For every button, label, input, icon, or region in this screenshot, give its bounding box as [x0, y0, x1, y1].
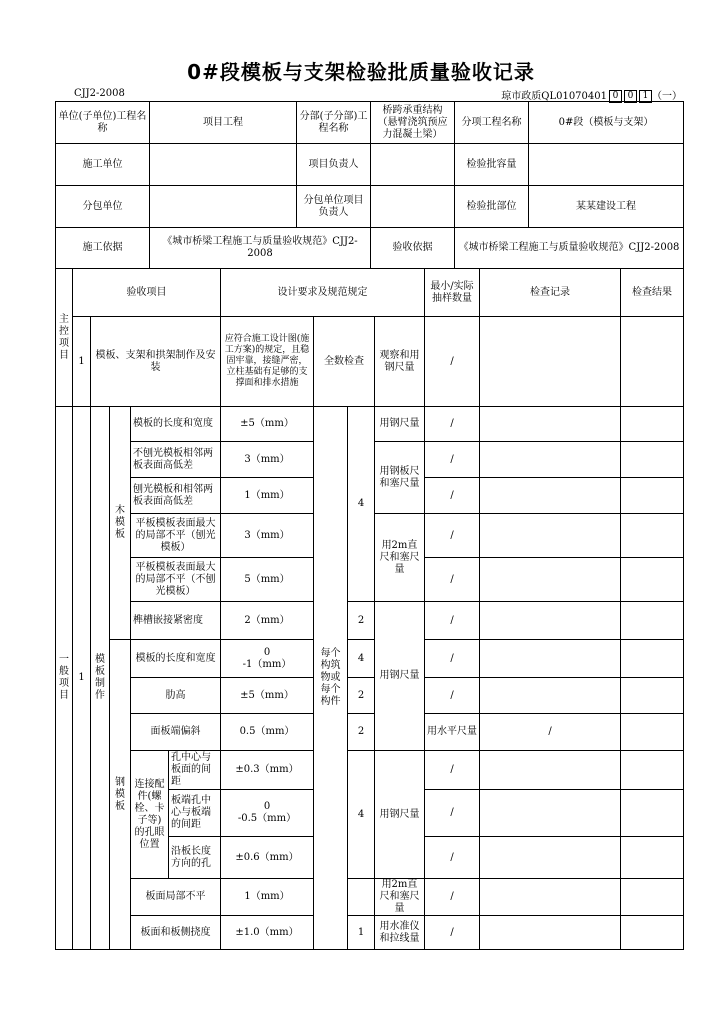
row-name: 平板模板表面最大的局部不平（不刨光模板） [131, 558, 221, 602]
row-name: 模板的长度和宽度 [131, 640, 221, 678]
row-tolerance [221, 640, 314, 678]
row-tolerance: ±1.0（mm） [221, 916, 314, 950]
main-item-name: 模板、支架和拱架制作及安装 [91, 317, 221, 407]
main-method: 观察和用钢尺量 [375, 317, 425, 407]
row-method: 用水准仪和拉线量 [375, 916, 425, 950]
main-item-no: 1 [73, 317, 91, 407]
row-sample[interactable]: / [425, 916, 480, 950]
row-tolerance: 1（mm） [221, 478, 314, 514]
row-tolerance [221, 790, 314, 837]
col-item-header: 验收项目 [73, 269, 221, 317]
col-record-header: 检查记录 [480, 269, 621, 317]
row-result[interactable] [621, 514, 684, 558]
division-label: 分部(子分部)工程名称 [297, 102, 371, 144]
row-tolerance: ±5（mm） [221, 407, 314, 442]
row-tolerance: 5（mm） [221, 558, 314, 602]
row-name: 平板模板表面最大的局部不平（刨光模板） [131, 514, 221, 558]
row-tolerance-lower: -0.5（mm） [237, 813, 297, 824]
row-result[interactable] [621, 678, 684, 714]
row-sample[interactable]: / [425, 640, 480, 678]
row-tolerance: 2（mm） [221, 602, 314, 640]
row-name: 不刨光模板相邻两板表面高低差 [131, 442, 221, 478]
row-tolerance: ±0.3（mm） [221, 751, 314, 790]
col-result-header: 检查结果 [621, 269, 684, 317]
row-result[interactable] [621, 602, 684, 640]
col-design-header: 设计要求及规范规定 [221, 269, 425, 317]
main-requirement: 应符合施工设计图(施工方案)的规定，且稳固牢靠，接缝严密，立柱基础有足够的支撑面和排水措施 [221, 317, 314, 407]
row-sample[interactable]: / [425, 879, 480, 916]
row-record[interactable] [480, 678, 621, 714]
row-tolerance: 3（mm） [221, 442, 314, 478]
wood-method-a: 用钢板尺和塞尺量 [375, 442, 425, 514]
row-result[interactable] [621, 751, 684, 790]
row-result[interactable] [621, 879, 684, 916]
unit-value[interactable]: 项目工程 [150, 102, 297, 144]
row-sample[interactable]: / [425, 602, 480, 640]
wood-formwork-label: 木模板 [110, 407, 131, 640]
row-result[interactable] [621, 558, 684, 602]
general-category: 模板制作 [91, 407, 110, 950]
frequency-label: 每个构筑物或每个构件 [314, 407, 348, 950]
unit-label: 单位(子单位)工程名称 [56, 102, 150, 144]
row-name: 孔中心与板面的间距 [169, 751, 221, 790]
basis-label: 施工依据 [56, 228, 150, 269]
pm-label: 项目负责人 [297, 144, 371, 186]
row-record[interactable] [480, 879, 621, 916]
main-result[interactable] [621, 317, 684, 407]
row-result[interactable] [621, 790, 684, 837]
capacity-value[interactable] [529, 144, 684, 186]
connector-label: 连接配件(螺栓、卡子等)的孔眼位置 [131, 751, 169, 879]
sub-value[interactable] [150, 186, 297, 228]
row-points: 2 [348, 678, 375, 714]
row-tolerance-lower: -1（mm） [242, 658, 292, 670]
row-record[interactable] [480, 442, 621, 478]
page-title: 0#段模板与支架检验批质量验收记录 [187, 60, 535, 84]
row-record[interactable] [480, 602, 621, 640]
sub-pm-value[interactable] [371, 186, 455, 228]
part-value[interactable]: 某某建设工程 [529, 186, 684, 228]
row-sample[interactable]: / [425, 837, 480, 879]
row-result[interactable] [621, 478, 684, 514]
header-table [55, 101, 684, 269]
row-result[interactable] [621, 916, 684, 950]
capacity-label: 检验批容量 [455, 144, 529, 186]
row-record[interactable] [480, 558, 621, 602]
row-tolerance: ±5（mm） [221, 678, 314, 714]
sub-label: 分包单位 [56, 186, 150, 228]
row-name: 肋高 [131, 678, 221, 714]
row-sample[interactable]: / [425, 407, 480, 442]
division-value[interactable]: 桥跨承重结构（悬臂浇筑预应力混凝土梁） [371, 102, 455, 144]
row-sample[interactable]: / [425, 678, 480, 714]
row-record[interactable] [480, 514, 621, 558]
row-points: 4 [348, 640, 375, 678]
row-record[interactable] [480, 916, 621, 950]
row-name: 沿板长度方向的孔 [169, 837, 221, 879]
record-code-box: 0 [609, 90, 622, 103]
row-points: 1 [348, 916, 375, 950]
row-record[interactable] [480, 790, 621, 837]
row-tolerance: 1（mm） [221, 879, 314, 916]
mid-method: 用钢尺量 [375, 602, 425, 751]
record-code-box: 0 [624, 90, 637, 103]
row-result[interactable] [621, 407, 684, 442]
row-name: 刨光模板和相邻两板表面高低差 [131, 478, 221, 514]
connector-points: 4 [348, 751, 375, 879]
row-method: 用2m直尺和塞尺量 [375, 879, 425, 916]
contractor-value[interactable] [150, 144, 297, 186]
row-record[interactable] [480, 837, 621, 879]
basis-value[interactable]: 《城市桥梁工程施工与质量验收规范》CJJ2-2008 [150, 228, 371, 269]
record-code-prefix: 琼市政质QL01070401 [501, 91, 607, 102]
row-sample[interactable]: / [425, 478, 480, 514]
row-result[interactable] [621, 442, 684, 478]
main-group-label: 主控项目 [56, 269, 73, 407]
contractor-label: 施工单位 [56, 144, 150, 186]
accept-value[interactable]: 《城市桥梁工程施工与质量验收规范》CJJ2-2008 [455, 228, 684, 269]
row-sample[interactable]: / [425, 442, 480, 478]
row-points: 2 [348, 602, 375, 640]
standard-code: CJJ2-2008 [74, 88, 125, 99]
wood-points: 4 [348, 407, 375, 602]
row-tolerance: ±0.6（mm） [221, 837, 314, 879]
general-item-no: 1 [73, 407, 91, 950]
row-name: 板面和板侧挠度 [131, 916, 221, 950]
part-label: 检验批部位 [455, 186, 529, 228]
sub-pm-label: 分包单位项目负责人 [297, 186, 371, 228]
row-sample[interactable]: / [480, 714, 621, 751]
row-record[interactable] [480, 751, 621, 790]
connector-method: 用钢尺量 [375, 751, 425, 879]
row-result[interactable] [621, 837, 684, 879]
row-tolerance-upper: 0 [263, 646, 271, 658]
row-result[interactable] [621, 640, 684, 678]
main-sample[interactable]: / [425, 317, 480, 407]
col-sample-header: 最小/实际抽样数量 [425, 269, 480, 317]
main-record[interactable] [480, 317, 621, 407]
row-record[interactable] [621, 714, 684, 751]
row-sample[interactable]: / [425, 514, 480, 558]
row-tolerance: 3（mm） [221, 514, 314, 558]
row-record[interactable] [480, 478, 621, 514]
row-method: 用钢尺量 [375, 407, 425, 442]
row-name: 板面局部不平 [131, 879, 221, 916]
row-record[interactable] [480, 640, 621, 678]
row-tolerance-upper: 0 [263, 801, 271, 812]
row-sample[interactable]: / [425, 558, 480, 602]
row-sample[interactable]: / [425, 751, 480, 790]
row-method: 用水平尺量 [425, 714, 480, 751]
row-sample[interactable]: / [425, 790, 480, 837]
row-record[interactable] [480, 407, 621, 442]
record-code-suffix: （一） [652, 91, 682, 102]
row-name: 模板的长度和宽度 [131, 407, 221, 442]
pm-value[interactable] [371, 144, 455, 186]
row-name: 榫槽嵌接紧密度 [131, 602, 221, 640]
row-tolerance: 0.5（mm） [221, 714, 314, 751]
main-quantity: 全数检查 [314, 317, 375, 407]
wood-method-b: 用2m直尺和塞尺量 [375, 514, 425, 602]
general-group-label: 一般项目 [56, 407, 73, 950]
inspection-table [55, 268, 684, 950]
accept-label: 验收依据 [371, 228, 455, 269]
row-points: 2 [348, 714, 375, 751]
record-code-box: 1 [639, 90, 652, 103]
row-name: 面板端偏斜 [131, 714, 221, 751]
row-points [348, 879, 375, 916]
steel-formwork-label: 钢模板 [110, 640, 131, 950]
row-name: 板端孔中心与板端的间距 [169, 790, 221, 837]
item-label: 分项工程名称 [455, 102, 529, 144]
item-value[interactable]: 0#段（模板与支架） [529, 102, 684, 144]
